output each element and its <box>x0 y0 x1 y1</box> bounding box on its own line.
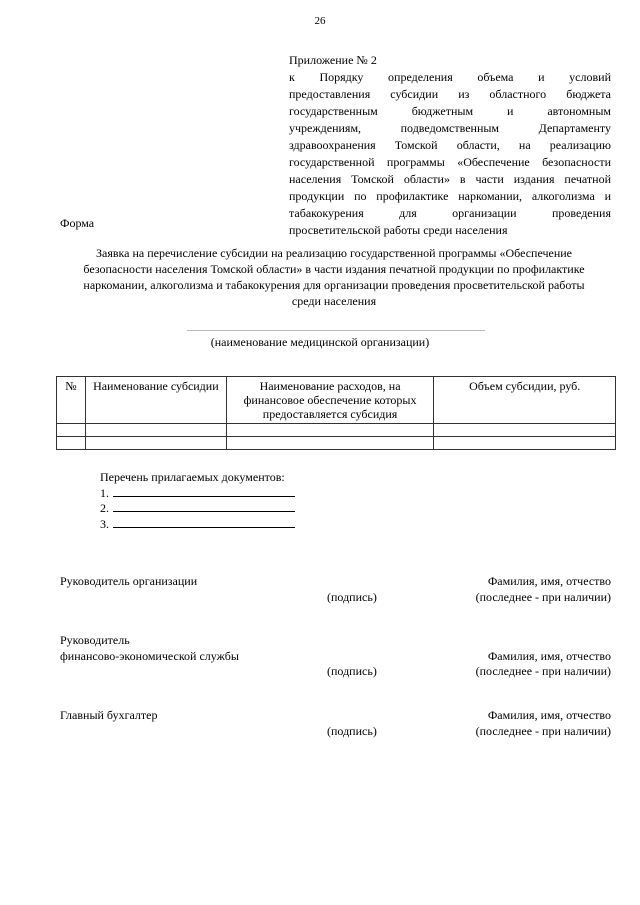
appendix-block <box>289 52 611 239</box>
appendix-heading: Приложение № 2 <box>289 53 377 67</box>
appendix-line: учреждениям, подведомственным Департаменту <box>289 121 611 135</box>
name-caption-note: (последнее - при наличии) <box>475 664 611 678</box>
name-caption-note: (последнее - при наличии) <box>475 590 611 604</box>
organization-caption: (наименование медицинской организации) <box>210 335 430 349</box>
signature-role-accountant: Главный бухгалтер <box>60 708 158 722</box>
name-caption: Фамилия, имя, отчество <box>487 574 611 588</box>
table-cell[interactable] <box>85 424 226 437</box>
appendix-line: продукции по профилактике наркомании, алкоголизма и <box>289 189 611 203</box>
name-caption: Фамилия, имя, отчество <box>487 649 611 663</box>
subsidy-table <box>56 376 616 450</box>
signature-role-head: Руководитель организации <box>60 574 198 588</box>
document-blank-field[interactable] <box>113 485 295 497</box>
table-row <box>57 437 616 450</box>
list-item <box>100 516 295 532</box>
col-subsidy-name: Наименование субсидии <box>85 377 226 424</box>
organization-name-field[interactable] <box>187 330 485 331</box>
appendix-line: здравоохранения Томской области, на реализацию <box>289 138 611 152</box>
signature-role-finance-line2: финансово-экономической службы <box>60 649 239 663</box>
list-item <box>100 500 295 516</box>
appendix-line: предоставления субсидии из областного бюджета <box>289 87 611 101</box>
table-cell[interactable] <box>85 437 226 450</box>
appendix-line: государственным бюджетным и автономным <box>289 104 611 118</box>
title-line: безопасности населения Томской области» в части издания печатной продукции по профилактике <box>83 262 585 276</box>
signature-role-finance: Руководитель <box>60 633 130 647</box>
signature-caption: (подпись) <box>327 664 377 678</box>
form-label: Форма <box>60 216 95 230</box>
request-title <box>55 245 613 309</box>
name-caption-note: (последнее - при наличии) <box>475 724 611 738</box>
table-cell[interactable] <box>57 437 86 450</box>
appendix-line: к Порядку определения объема и условий <box>289 70 611 84</box>
documents-list <box>100 470 295 531</box>
appendix-line: табакокурения для организации проведения <box>289 206 611 220</box>
documents-heading: Перечень прилагаемых документов: <box>100 470 285 484</box>
appendix-line: просветительской работы среди населения <box>289 223 508 237</box>
table-cell[interactable] <box>226 437 434 450</box>
name-caption: Фамилия, имя, отчество <box>487 708 611 722</box>
list-item-number: 2. <box>100 501 109 515</box>
document-blank-field[interactable] <box>113 516 295 528</box>
appendix-line: населения Томской области» в части издания печатной <box>289 172 611 186</box>
document-blank-field[interactable] <box>113 500 295 512</box>
title-line: Заявка на перечисление субсидии на реализацию государственной программы «Обеспечение <box>95 246 573 260</box>
table-cell[interactable] <box>434 437 616 450</box>
list-item-number: 1. <box>100 485 109 500</box>
signature-caption: (подпись) <box>327 590 377 604</box>
table-cell[interactable] <box>226 424 434 437</box>
title-line: среди населения <box>291 294 377 308</box>
list-item <box>100 485 295 501</box>
col-number: № <box>57 377 86 424</box>
list-item-number: 3. <box>100 516 109 531</box>
title-line: наркомании, алкоголизма и табакокурения для организации проведения просветительской работы <box>83 278 585 292</box>
page-number: 26 <box>314 15 326 27</box>
signature-caption: (подпись) <box>327 724 377 738</box>
col-expense-name: Наименование расходов, на финансовое обеспечение которых предоставляется субсидия <box>226 377 434 424</box>
table-cell[interactable] <box>434 424 616 437</box>
col-subsidy-amount: Объем субсидии, руб. <box>434 377 616 424</box>
table-header-row <box>57 377 616 424</box>
table-cell[interactable] <box>57 424 86 437</box>
table-row <box>57 424 616 437</box>
appendix-line: государственной программы «Обеспечение безопасности <box>289 155 611 169</box>
